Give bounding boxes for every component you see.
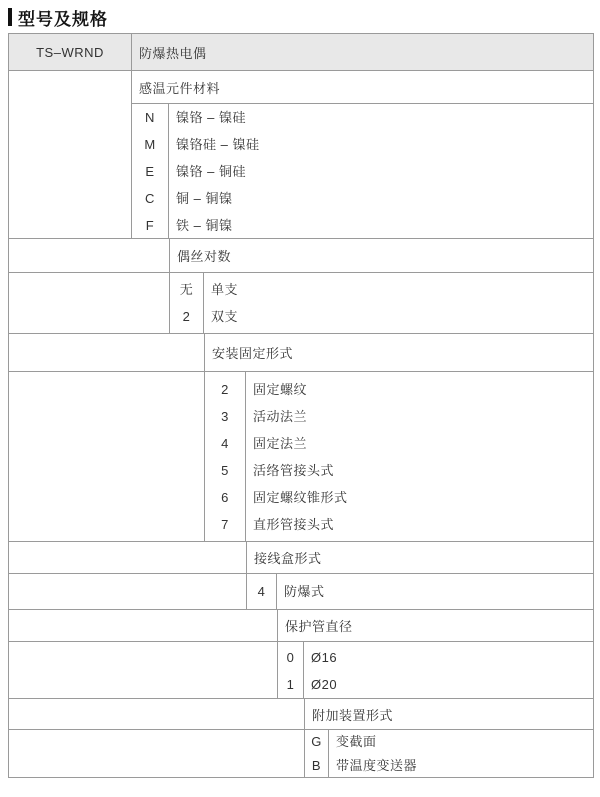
empty-cell — [9, 642, 277, 698]
section-items — [132, 103, 593, 238]
item-code: E — [145, 164, 155, 179]
item-label: 直形管接头式 — [253, 517, 335, 532]
item-code: 7 — [221, 517, 229, 532]
label-column — [246, 372, 593, 541]
item-label: 活络管接头式 — [253, 463, 335, 478]
section-header-row-mounting — [9, 333, 593, 371]
empty-cell — [9, 730, 304, 777]
code-column — [132, 104, 169, 238]
item-label: 活动法兰 — [253, 409, 308, 424]
item-code: F — [145, 218, 155, 233]
model-code-cell: TS–WRND — [36, 44, 104, 60]
item-label: Ø20 — [311, 677, 338, 692]
empty-cell — [9, 334, 204, 371]
section-header-row-wire-pairs — [9, 238, 593, 272]
item-label: 固定螺纹 — [253, 382, 308, 397]
code-column — [277, 642, 304, 698]
item-code: C — [145, 191, 155, 206]
empty-cell — [9, 542, 246, 573]
item-label: 固定螺纹锥形式 — [253, 490, 348, 505]
code-column — [246, 574, 277, 609]
empty-cell — [9, 273, 169, 333]
empty-cell — [9, 699, 304, 729]
code-column — [304, 730, 329, 777]
label-column — [204, 273, 593, 333]
item-label: 固定法兰 — [253, 436, 308, 451]
section-header: 偶丝对数 — [169, 239, 593, 272]
empty-cell — [9, 610, 277, 641]
empty-cell — [9, 239, 169, 272]
model-name-cell: 防爆热电偶 — [131, 34, 593, 70]
empty-cell — [9, 71, 131, 238]
item-label: 单支 — [211, 282, 239, 297]
section-header-row-additional-device — [9, 698, 593, 729]
page-title: 型号及规格 — [18, 9, 108, 29]
item-code: 3 — [221, 409, 229, 424]
item-code: B — [311, 758, 322, 773]
item-label: 双支 — [211, 309, 239, 324]
empty-cell — [9, 574, 246, 609]
label-column — [169, 104, 593, 238]
section-header: 保护管直径 — [277, 610, 593, 641]
section-items-tube-diameter — [9, 641, 593, 698]
item-label: 变截面 — [336, 734, 377, 749]
item-code: 4 — [257, 584, 266, 599]
section-items-mounting — [9, 371, 593, 541]
empty-cell — [9, 372, 204, 541]
item-label: 镍铬 – 铜硅 — [176, 164, 246, 179]
section-header: 感温元件材料 — [139, 80, 221, 96]
section-items-junction-box — [9, 573, 593, 609]
section-sensor-material — [9, 70, 593, 238]
item-label: 镍铬硅 – 镍硅 — [176, 137, 260, 152]
label-column — [329, 730, 593, 777]
item-code: 6 — [221, 490, 229, 505]
item-code: 0 — [286, 650, 295, 665]
section-header: 附加装置形式 — [304, 699, 593, 729]
item-code: 无 — [179, 282, 194, 297]
item-label: 防爆式 — [284, 584, 325, 599]
item-code: 1 — [286, 677, 295, 692]
section-body — [131, 71, 593, 238]
code-column — [169, 273, 204, 333]
item-label: 带温度变送器 — [336, 758, 418, 773]
section-title — [0, 0, 600, 28]
section-items-wire-pairs — [9, 272, 593, 333]
section-header-row-tube-diameter — [9, 609, 593, 641]
item-label: Ø16 — [311, 650, 338, 665]
label-column — [304, 642, 593, 698]
section-header: 接线盒形式 — [246, 542, 593, 573]
item-code: 2 — [221, 382, 229, 397]
code-column — [204, 372, 246, 541]
item-code: N — [145, 110, 155, 125]
model-spec-table — [8, 33, 594, 778]
label-column — [277, 574, 593, 609]
item-code: 5 — [221, 463, 229, 478]
model-row — [9, 34, 593, 70]
item-code: 2 — [182, 309, 191, 324]
title-accent-bar — [8, 8, 12, 26]
item-label: 镍铬 – 镍硅 — [176, 110, 246, 125]
item-code: 4 — [221, 436, 229, 451]
item-label: 铜 – 铜镍 — [176, 191, 233, 206]
item-code: M — [144, 137, 156, 152]
section-header: 安装固定形式 — [204, 334, 593, 371]
item-code: G — [311, 734, 322, 749]
section-header-row-junction-box — [9, 541, 593, 573]
item-label: 铁 – 铜镍 — [176, 218, 233, 233]
section-items-additional-device — [9, 729, 593, 777]
